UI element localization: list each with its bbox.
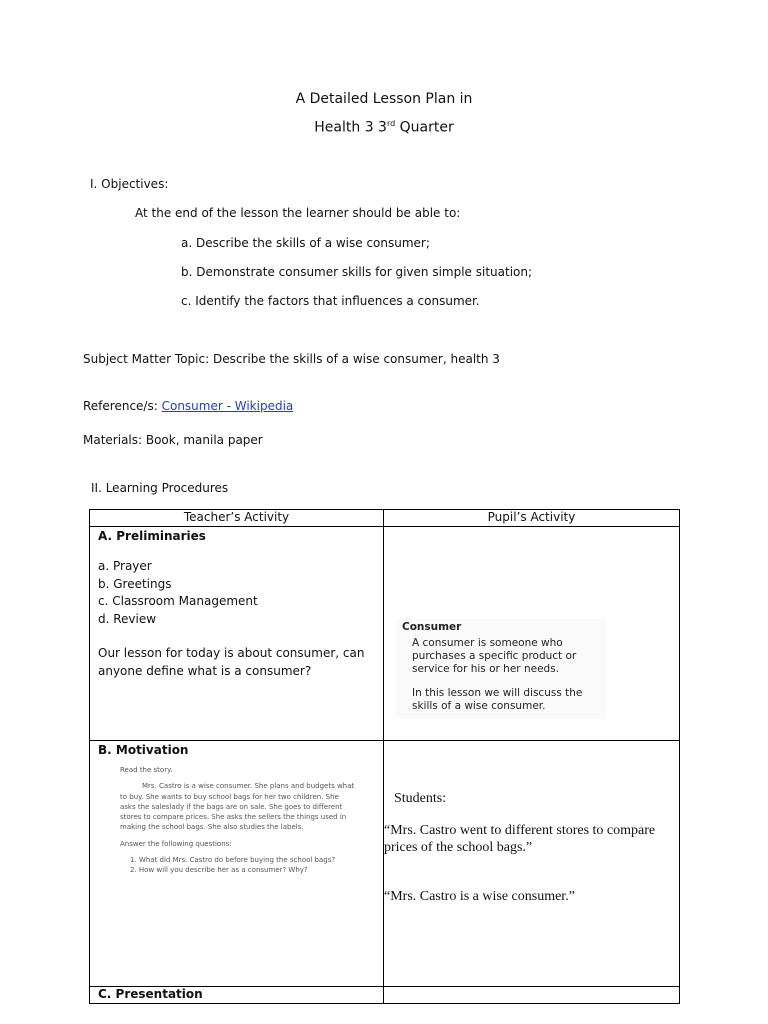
reference-label: Reference/s:: [83, 399, 162, 413]
list-item: c. Classroom Management: [98, 594, 258, 608]
table-row: [90, 987, 680, 1004]
story-intro: Read the story.: [120, 766, 173, 774]
subject-matter: Subject Matter Topic: Describe the skills of a wise consumer, health 3: [83, 352, 500, 366]
preliminaries-question: Our lesson for today is about consumer, can anyone define what is a consumer?: [98, 646, 365, 678]
motivation-story-image: Read the story. Mrs. Castro is a wise consumer. She plans and budgets what to buy. She wants to buy school bags for her two children. She asks the saleslady if the bags are on sale. She goes to different stores to compare prices. She asks the sellers the things used in making the school bags. She also studies the labels. Answer the following questions: 1. What did Mrs. Castro do before buying the school bags? 2. How will you describe her as a consumer? Why?: [120, 765, 376, 876]
objectives-intro: At the end of the lesson the learner should be able to:: [135, 206, 461, 220]
consumer-card-lesson-note: In this lesson we will discuss the skills of a wise consumer.: [412, 687, 583, 712]
table-row: [90, 741, 680, 987]
reference-link[interactable]: Consumer - Wikipedia: [161, 399, 294, 413]
objectives-heading: I. Objectives:: [90, 177, 169, 191]
objective-item-b: b. Demonstrate consumer skills for given simple situation;: [181, 265, 533, 279]
student-answer-1: “Mrs. Castro went to different stores to compare: [384, 823, 656, 838]
objective-item-a: a. Describe the skills of a wise consumer;: [181, 236, 430, 250]
preliminaries-title: A. Preliminaries: [98, 529, 206, 543]
presentation-cell: [90, 987, 384, 1004]
consumer-card-heading: Consumer: [402, 621, 462, 633]
teacher-activity-header: Teacher’s Activity: [90, 510, 384, 527]
consumer-definition-cell: [384, 527, 680, 741]
materials: Materials: Book, manila paper: [83, 433, 263, 447]
student-answer-1-cont: prices of the school bags.”: [384, 840, 533, 855]
preliminaries-list: [90, 558, 383, 628]
students-answers-cell: [384, 741, 680, 987]
motivation-title: B. Motivation: [98, 743, 189, 757]
list-item: a. Prayer: [98, 559, 152, 573]
document-title: A Detailed Lesson Plan in: [295, 91, 473, 107]
lesson-table: [89, 509, 680, 1004]
presentation-pupil-cell: [384, 987, 680, 1004]
presentation-title: C. Presentation: [98, 987, 203, 1001]
pupil-activity-header: Pupil’s Activity: [384, 510, 680, 527]
list-item: d. Review: [98, 611, 157, 626]
reference: [83, 399, 293, 413]
objective-item-c: c. Identify the factors that influences a consumer.: [181, 294, 480, 308]
student-answer-2: “Mrs. Castro is a wise consumer.”: [384, 889, 575, 904]
document-subtitle: Health 3 3rd Quarter: [314, 119, 454, 136]
list-item: b. Greetings: [98, 576, 172, 591]
motivation-cell: [90, 741, 384, 987]
table-row: [90, 527, 680, 741]
procedures-heading: II. Learning Procedures: [91, 481, 229, 495]
ordinal-superscript: rd: [386, 119, 396, 128]
students-label: Students:: [394, 791, 447, 806]
table-header-row: [90, 510, 680, 527]
consumer-definition-card: [396, 619, 606, 719]
consumer-card-definition: A consumer is someone who purchases a specific product or service for his or her needs.: [412, 637, 577, 675]
preliminaries-cell: [90, 527, 384, 741]
